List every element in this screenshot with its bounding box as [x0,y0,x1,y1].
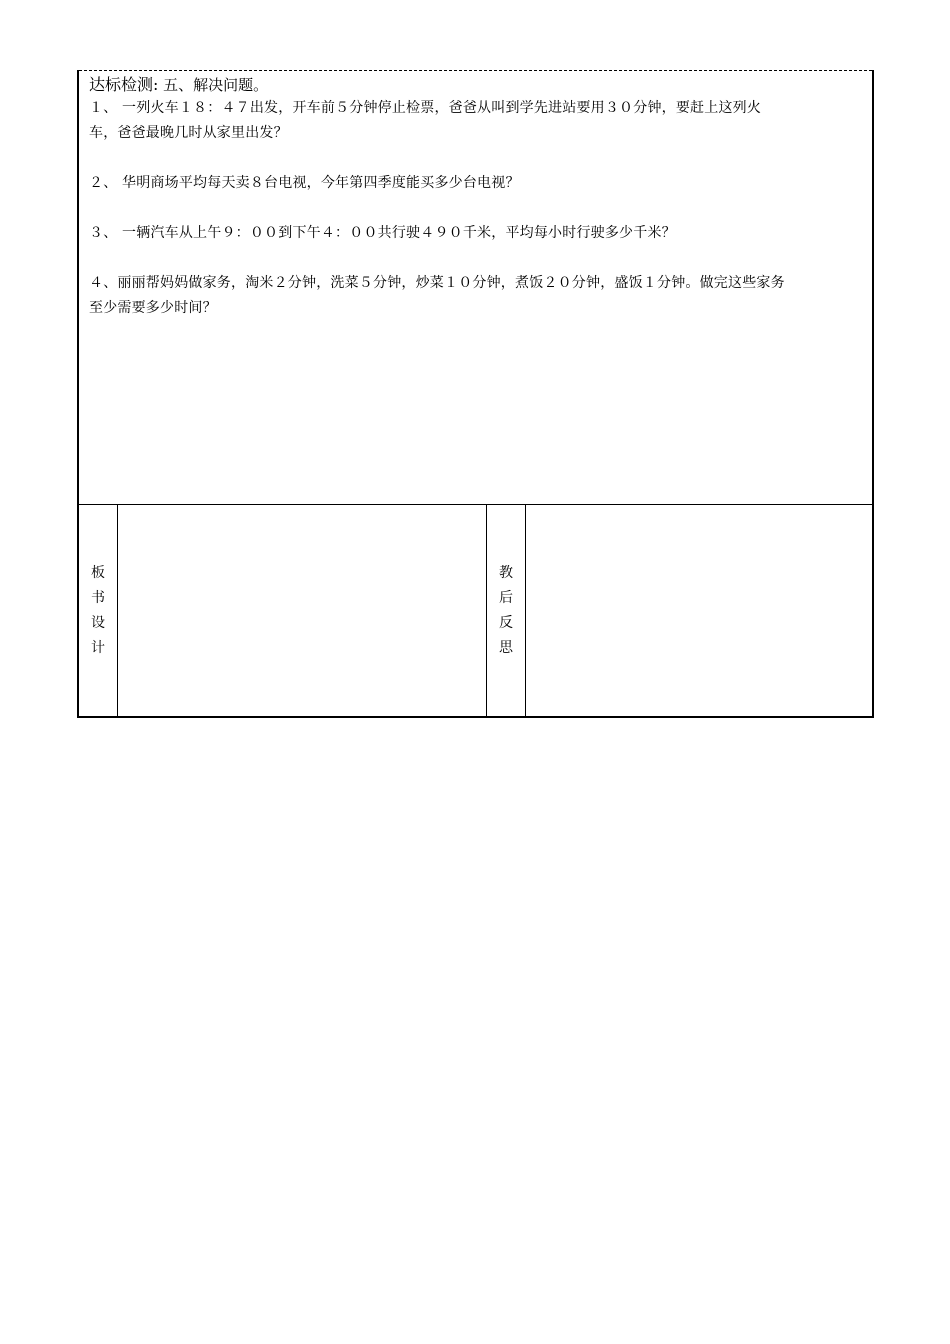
reflection-label-cell [487,505,526,716]
reflection-content-cell [526,505,872,716]
reflection-label: 教后反思 [499,564,513,656]
question-1 [89,96,864,146]
section-heading-text: 五、解决问题。 [158,76,269,94]
board-design-label: 板书设计 [91,564,105,656]
section-heading-lead: 达标检测: [89,75,159,94]
lesson-sheet [77,70,874,718]
question-2-line-1: ２、 华明商场平均每天卖８台电视，今年第四季度能买多少台电视？ [89,175,520,191]
footer-table [79,505,872,716]
question-3-line-1: ３、 一辆汽车从上午９：００到下午４：００共行驶４９０千米，平均每小时行驶多少千米？ [89,225,676,241]
section-heading [89,74,864,96]
assessment-section [79,70,872,505]
board-design-content-cell [118,505,487,716]
board-design-label-cell [79,505,118,716]
question-4-line-2: 至少需要多少时间？ [89,300,217,316]
question-4-line-1: ４、丽丽帮妈妈做家务，淘米２分钟，洗菜５分钟，炒菜１０分钟，煮饭２０分钟，盛饭１分钟。做完这些家务 [89,275,785,291]
question-1-line-2: 车，爸爸最晚几时从家里出发？ [89,125,288,141]
question-2 [89,171,864,196]
question-4 [89,271,864,321]
question-3 [89,221,864,246]
question-1-line-1: １、 一列火车１８：４７出发，开车前５分钟停止检票，爸爸从叫到学先进站要用３０分钟，要赶上这列火 [89,100,762,116]
